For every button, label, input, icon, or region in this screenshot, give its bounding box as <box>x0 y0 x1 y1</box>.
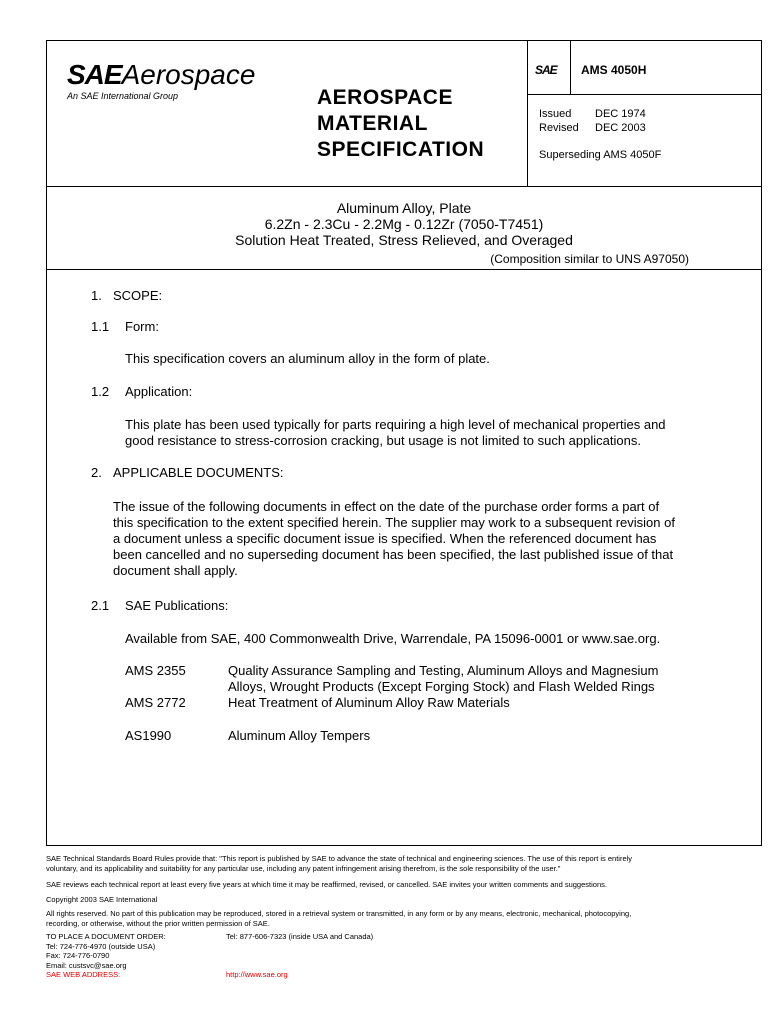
issued-date: DEC 1974 <box>595 108 646 120</box>
document-frame <box>46 40 762 846</box>
logo-aerospace-text: Aerospace <box>121 59 256 90</box>
section-1-number: 1. <box>91 288 102 303</box>
reference-title-line: Quality Assurance Sampling and Testing, Aluminum Alloys and Magnesium <box>228 663 659 678</box>
section-2-number: 2. <box>91 465 102 480</box>
superseding-note: Superseding AMS 4050F <box>539 149 662 161</box>
footer-rules-line: voluntary, and its applicability and suitability for any particular use, including any patent infringement arising therefrom, is the sole responsibility of the user." <box>46 863 561 873</box>
id-divider-vertical <box>570 41 571 94</box>
section-2-text-line: The issue of the following documents in effect on the date of the purchase order forms a part of <box>113 499 660 514</box>
doc-type-line: AEROSPACE <box>317 86 453 109</box>
issued-row <box>539 107 646 121</box>
section-1-title: SCOPE: <box>113 288 163 303</box>
title-line: 6.2Zn - 2.3Cu - 2.2Mg - 0.12Zr (7050-T7451) <box>264 216 544 232</box>
doc-type-line: SPECIFICATION <box>317 138 485 161</box>
reference-id: AMS 2355 <box>125 663 186 678</box>
sae-aerospace-logo <box>67 61 255 101</box>
footer-web-link[interactable]: http://www.sae.org <box>226 970 288 979</box>
issued-label: Issued <box>539 108 572 120</box>
reference-id: AMS 2772 <box>125 695 186 710</box>
footer-copyright: Copyright 2003 SAE International <box>46 895 158 904</box>
section-1-2-title: Application: <box>125 384 193 399</box>
section-2-text-line: been cancelled and no superseding document has been specified, the last published issue of that <box>113 547 674 562</box>
document-title <box>47 200 761 248</box>
title-divider-horizontal <box>47 269 761 270</box>
reference-id: AS1990 <box>125 728 172 743</box>
footer-rules-line: SAE Technical Standards Board Rules provide that: "This report is published by SAE to advance the state of technical and engineering sciences. The use of this report is entirely <box>46 854 633 863</box>
footer-review-note: SAE reviews each technical report at least every five years at which time it may be reaffirmed, revised, or cancelled. SAE invites your written comments and suggestions. <box>46 880 607 889</box>
document-number: AMS 4050H <box>581 63 647 77</box>
section-2-1-text: Available from SAE, 400 Commonwealth Drive, Warrendale, PA 15096-0001 or www.sae.org. <box>125 631 661 646</box>
composition-note: (Composition similar to UNS A97050) <box>490 252 689 266</box>
footer-order-label: TO PLACE A DOCUMENT ORDER: <box>46 932 166 941</box>
footer-order-phone: Tel: 877-606-7323 (inside USA and Canada) <box>226 932 374 941</box>
revised-row <box>539 121 646 135</box>
document-type-heading <box>317 85 484 163</box>
footer-email: Email: custsvc@sae.org <box>46 960 127 970</box>
footer-rights-line: recording, or otherwise, without the prior written permission of SAE. <box>46 918 270 928</box>
id-divider-horizontal <box>527 94 761 95</box>
section-1-1-text: This specification covers an aluminum alloy in the form of plate. <box>125 351 490 366</box>
section-1-2-number: 1.2 <box>91 384 110 399</box>
section-2-title: APPLICABLE DOCUMENTS: <box>113 465 284 480</box>
section-1-2-text-line: This plate has been used typically for parts requiring a high level of mechanical properties and <box>125 417 666 432</box>
logo-subtitle: An SAE International Group <box>67 91 179 101</box>
logo-sae-text: SAE <box>67 59 122 90</box>
reference-title-line: Heat Treatment of Aluminum Alloy Raw Materials <box>228 695 510 710</box>
header-divider-horizontal <box>47 186 761 187</box>
title-line: Solution Heat Treated, Stress Relieved, and Overaged <box>235 232 573 248</box>
section-2-text-line: document shall apply. <box>113 563 238 578</box>
revised-label: Revised <box>539 122 579 134</box>
section-2-text-line: a document unless a specific document issue is specified. When the referenced document has <box>113 531 657 546</box>
title-line: Aluminum Alloy, Plate <box>336 200 472 216</box>
footer-rights-line: All rights reserved. No part of this publication may be reproduced, stored in a retrieval system or transmitted, in any form or by any means, electronic, mechanical, photocopying, <box>46 909 632 918</box>
reference-title-line: Alloys, Wrought Products (Except Forging Stock) and Flash Welded Rings <box>228 679 655 694</box>
doc-type-line: MATERIAL <box>317 112 428 135</box>
section-1-1-number: 1.1 <box>91 319 110 334</box>
section-2-text-line: this specification to the extent specified herein. The supplier may work to a subsequent revision of <box>113 515 675 530</box>
footer-outside-phone: Tel: 724-776-4970 (outside USA) <box>46 941 156 951</box>
section-2-1-title: SAE Publications: <box>125 598 229 613</box>
sae-mini-logo: SAE <box>535 63 557 77</box>
section-1-2-text-line: good resistance to stress-corrosion cracking, but usage is not limited to such applications. <box>125 433 641 448</box>
reference-title-line: Aluminum Alloy Tempers <box>228 728 371 743</box>
revised-date: DEC 2003 <box>595 122 646 134</box>
section-1-1-title: Form: <box>125 319 159 334</box>
header-divider-vertical <box>527 41 528 186</box>
footer-fax: Fax: 724-776-0790 <box>46 951 110 960</box>
section-2-1-number: 2.1 <box>91 598 110 613</box>
footer-web-label: SAE WEB ADDRESS: <box>46 970 121 979</box>
